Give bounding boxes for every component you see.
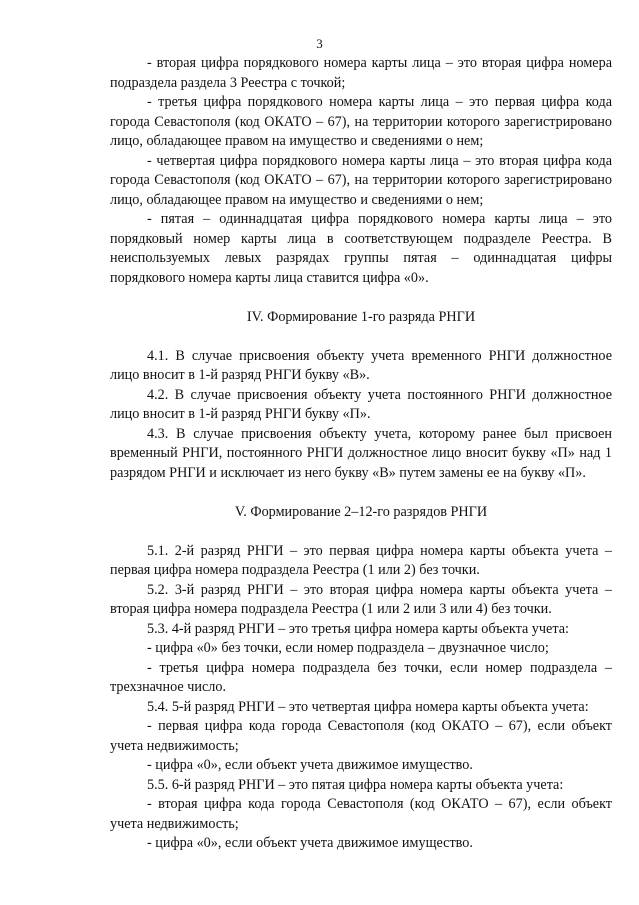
paragraph-second-digit-person-card: - вторая цифра порядкового номера карты лица – это вторая цифра номера подраздела раздела 3 Реестра с точкой; (110, 55, 612, 91)
paragraph-4-3: 4.3. В случае присвоения объекту учета, которому ранее был присвоен временный РНГИ, постоянного РНГИ должностное лицо вносит букву «П» над 1 разрядом РНГИ и исключает из него букву «В» путем замены ее на букву «П». (110, 425, 612, 481)
paragraph-5-5-item-zero: - цифра «0», если объект учета движимое имущество. (147, 835, 473, 851)
paragraph-third-digit-person-card: - третья цифра порядкового номера карты лица – это первая цифра кода города Севастополя (код ОКАТО – 67), на территории которого зарегистрировано лицо, обладающее правом на имущество и сведениями о нем; (110, 94, 612, 149)
paragraph-4-1: 4.1. В случае присвоения объекту учета временного РНГИ должностное лицо вносит в 1-й разряд РНГИ букву «В». (110, 347, 612, 383)
document-body (110, 54, 612, 854)
paragraph-5-5: 5.5. 6-й разряд РНГИ – это пятая цифра номера карты объекта учета: (147, 776, 564, 793)
page-number: 3 (316, 36, 323, 51)
paragraph-5-5-item-second-digit: - вторая цифра кода города Севастополя (код ОКАТО – 67), если объект учета недвижимость; (110, 796, 612, 832)
paragraph-5-2: 5.2. 3-й разряд РНГИ – это вторая цифра номера карты объекта учета – вторая цифра номера подраздела Реестра (1 или 2 или 3 или 4) без точки. (110, 581, 612, 617)
paragraph-5-1: 5.1. 2-й разряд РНГИ – это первая цифра номера карты объекта учета – первая цифра номера подраздела Реестра (1 или 2) без точки. (110, 542, 612, 578)
paragraph-5-3-item-zero: - цифра «0» без точки, если номер подраздела – двузначное число; (147, 640, 549, 656)
paragraph-5-4-item-first-digit: - первая цифра кода города Севастополя (код ОКАТО – 67), если объект учета недвижимость; (110, 718, 612, 754)
paragraph-5-3: 5.3. 4-й разряд РНГИ – это третья цифра номера карты объекта учета: (147, 620, 569, 637)
paragraph-5-4-item-zero: - цифра «0», если объект учета движимое имущество. (147, 757, 473, 773)
paragraph-5-3-item-third-digit: - третья цифра номера подраздела без точки, если номер подраздела – трехзначное число. (110, 659, 612, 695)
section-heading-v: V. Формирование 2–12-го разрядов РНГИ (234, 503, 488, 520)
paragraph-fifth-eleventh-digit-person-card: - пятая – одиннадцатая цифра порядкового номера карты лица – это порядковый номер карты лица в соответствующем подразделе Реестра. В неиспользуемых левых разрядах группы пятая – одиннадцатая цифры порядкового номера карты лица ставится цифра «0». (110, 211, 612, 286)
paragraph-fourth-digit-person-card: - четвертая цифра порядкового номера карты лица – это вторая цифра кода города Севастополя (код ОКАТО – 67), на территории которого зарегистрировано лицо, обладающее правом на имущество и сведениями о нем; (110, 152, 612, 208)
section-heading-iv: IV. Формирование 1-го разряда РНГИ (246, 308, 476, 325)
paragraph-4-2: 4.2. В случае присвоения объекту учета постоянного РНГИ должностное лицо вносит в 1-й разряд РНГИ букву «П». (110, 386, 612, 422)
paragraph-5-4: 5.4. 5-й разряд РНГИ – это четвертая цифра номера карты объекта учета: (147, 698, 589, 715)
